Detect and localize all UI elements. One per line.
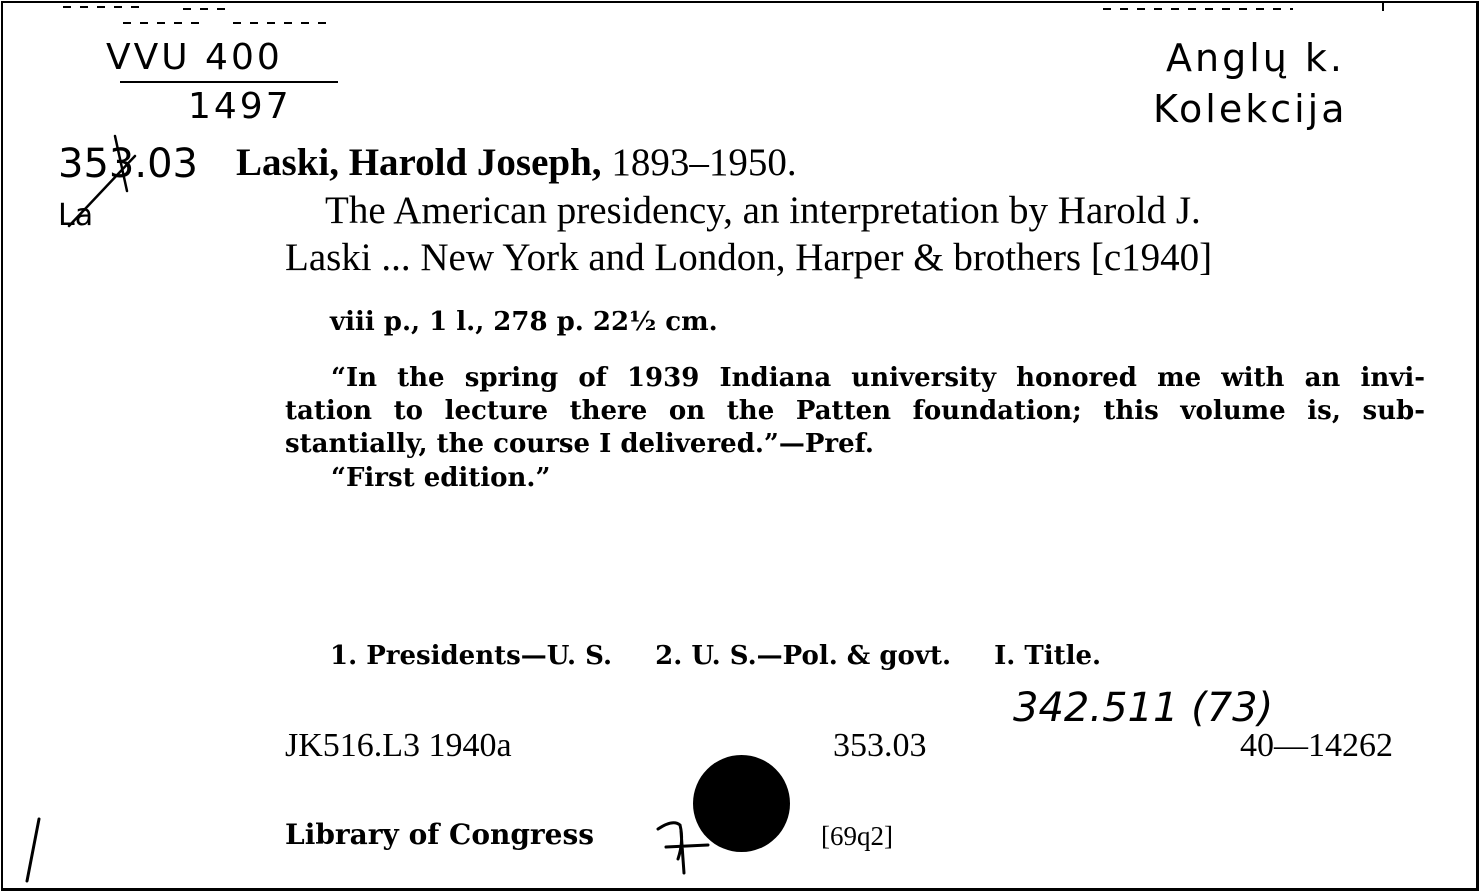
language-label: Anglų k. — [1166, 36, 1346, 80]
note-line: stantially, the course I delivered.”—Pref. — [285, 429, 874, 459]
collection-label: Kolekcija — [1153, 87, 1348, 131]
subject-tracing: 2. U. S.—Pol. & govt. — [655, 641, 952, 671]
note-line: “In the spring of 1939 Indiana university honored me with an invi- — [331, 363, 1425, 393]
shelf-mark-underline — [120, 81, 338, 83]
author-heading — [236, 140, 797, 185]
lc-control-number: 40—14262 — [1240, 727, 1393, 764]
catalog-card — [1, 1, 1479, 891]
author-dates: 1893–1950. — [611, 141, 797, 184]
collation: viii p., 1 l., 278 p. 22½ cm. — [330, 307, 718, 337]
lc-call-number: JK516.L3 1940a — [285, 727, 512, 764]
title-tracing: I. Title. — [994, 641, 1102, 671]
quoted-note — [285, 362, 1425, 461]
top-edge-marks — [3, 3, 1479, 33]
dewey-number: 353.03 — [833, 727, 927, 764]
margin-slash-mark — [17, 815, 47, 885]
class-number-old: 353.03 — [58, 141, 198, 187]
author-name: Laski, Harold Joseph, — [236, 141, 602, 184]
shelf-mark: VVU 400 — [106, 37, 283, 78]
cutter-mark: La — [58, 198, 94, 233]
edition-note: “First edition.” — [331, 463, 551, 493]
title-statement-line-2: Laski ... New York and London, Harper & brothers [c1940] — [285, 236, 1213, 279]
title-statement-line-1: The American presidency, an interpretation by Harold J. — [325, 189, 1201, 232]
library-name: Library of Congress — [285, 818, 595, 851]
subject-tracing: 1. Presidents—U. S. — [330, 641, 613, 671]
shelf-number: 1497 — [188, 86, 292, 127]
handwritten-strike-mark — [55, 131, 150, 241]
order-code: [69q2] — [821, 821, 893, 851]
handwritten-class-number: 342.511 (73) — [1013, 685, 1274, 731]
note-line: tation to lecture there on the Patten foundation; this volume is, sub- — [285, 396, 1425, 426]
subject-tracings — [330, 641, 1135, 671]
handwritten-cross-mark — [648, 811, 718, 876]
